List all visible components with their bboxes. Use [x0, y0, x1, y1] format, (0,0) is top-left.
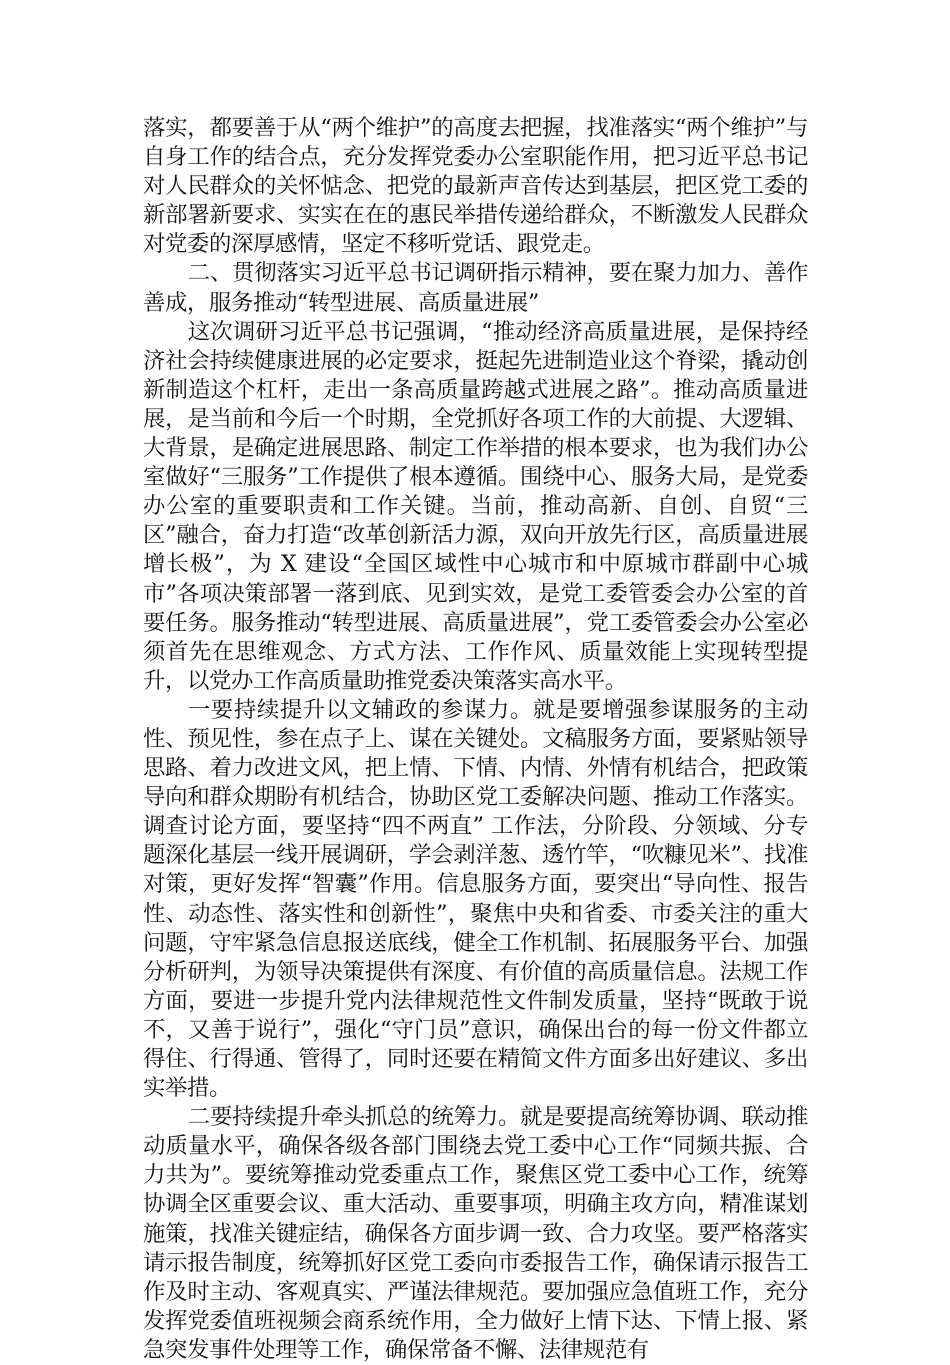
paragraph-body: 这次调研习近平总书记强调，“推动经济高质量进展，是保持经济社会持续健康进展的必定要求，挺起先进制造业这个脊梁，撬动创新制造这个杠杆，走出一条高质量跨越式进展之路”。推动高质量进展，是当前和今后一个时期，全党抓好各项工作的大前提、大逻辑、大背景，是确定进展思路、制定工作举措的根本要求，也为我们办公室做好“三服务”工作提供了根本遵循。围绕中心、服务大局，是党委办公室的重要职责和工作关键。当前，推动高新、自创、自贸“三区”融合，奋力打造“改革创新活力源，双向开放先行区，高质量进展增长极”，为 X 建设“全国区域性中心城市和中原城市群副中心城市”各项决策部署一落到底、见到实效，是党工委管委会办公室的首要任务。服务推动“转型进展、高质量进展”，党工委管委会办公室必须首先在思维观念、方式方法、工作作风、质量效能上实现转型提升，以党办工作高质量助推党委决策落实高水平。 — [143, 318, 808, 694]
section-heading-two: 二、贯彻落实习近平总书记调研指示精神，要在聚力加力、善作善成，服务推动“转型进展、高质量进展” — [143, 260, 808, 316]
paragraph-point-two: 二要持续提升牵头抓总的统筹力。就是要提高统筹协调、联动推动质量水平，确保各级各部门围绕去党工委中心工作“同频共振、合力共为”。要统筹推动党委重点工作，聚焦区党工委中心工作，统筹协调全区重要会议、重大活动、重要事项，明确主攻方向，精准谋划施策，找准关键症结，确保各方面步调一致、合力攻坚。要严格落实请示报告制度，统筹抓好区党工委向市委报告工作，确保请示报告工作及时主动、客观真实、严谨法律规范。要加强应急值班工作，充分发挥党委值班视频会商系统作用，全力做好上情下达、下情上报、紧急突发事件处理等工作，确保常备不懈、法律规范有 — [143, 1104, 808, 1363]
document-page — [143, 114, 808, 1365]
paragraph-point-one: 一要持续提升以文辅政的参谋力。就是要增强参谋服务的主动性、预见性，参在点子上、谋在关键处。文稿服务方面，要紧贴领导思路、着力改进文风，把上情、下情、内情、外情有机结合，把政策导向和群众期盼有机结合，协助区党工委解决问题、推动工作落实。调查讨论方面，要坚持“四不两直” 工作法，分阶段、分领域、分专题深化基层一线开展调研，学会剥洋葱、透竹竿，“吹糠见米”、找准对策，更好发挥“智囊”作用。信息服务方面，要突出“导向性、报告性、动态性、落实性和创新性”，聚焦中央和省委、市委关注的重大问题，守牢紧急信息报送底线，健全工作机制、拓展服务平台、加强分析研判，为领导决策提供有深度、有价值的高质量信息。法规工作方面，要进一步提升党内法律规范性文件制发质量，坚持“既敢于说不，又善于说行”，强化“守门员”意识，确保出台的每一份文件都立得住、行得通、管得了，同时还要在精简文件方面多出好建议、多出实举措。 — [143, 696, 808, 1102]
paragraph-continuation: 落实，都要善于从“两个维护”的高度去把握，找准落实“两个维护”与自身工作的结合点，充分发挥党委办公室职能作用，把习近平总书记对人民群众的关怀惦念、把党的最新声音传达到基层，把区党工委的新部署新要求、实实在在的惠民举措传递给群众，不断激发人民群众对党委的深厚感情，坚定不移听党话、跟党走。 — [143, 115, 808, 258]
